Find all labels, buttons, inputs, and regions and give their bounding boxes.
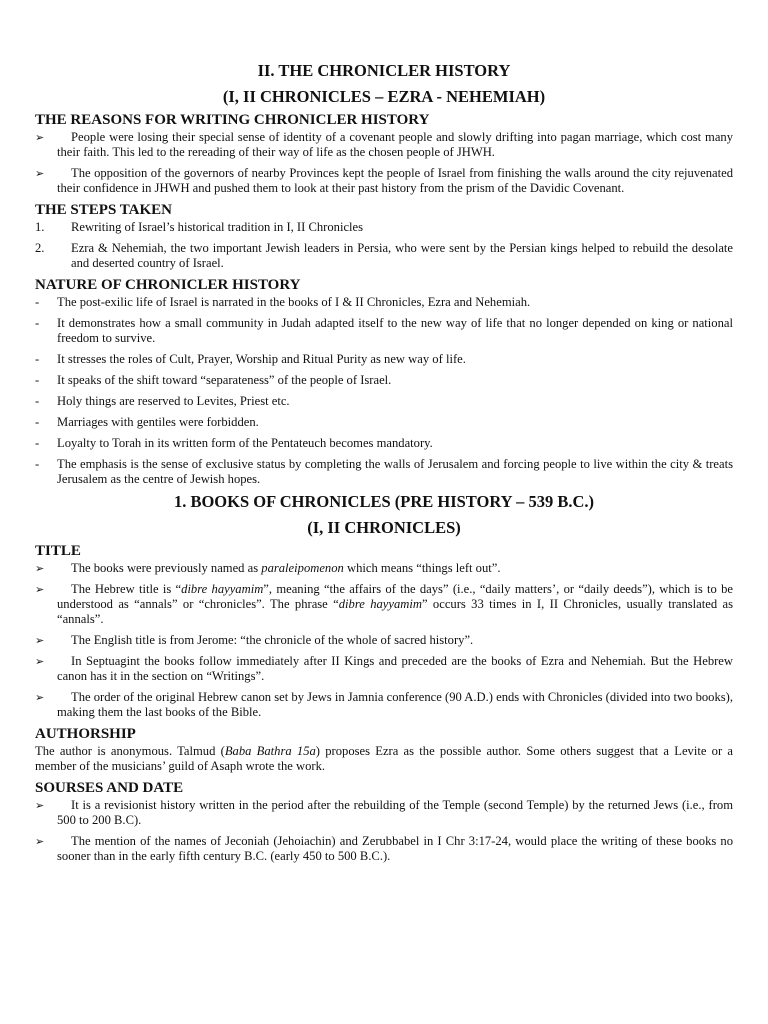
steps-heading: THE STEPS TAKEN xyxy=(35,202,172,218)
list-item-text: It stresses the roles of Cult, Prayer, Worship and Ritual Purity as new way of life. xyxy=(57,352,466,366)
reasons-heading: THE REASONS FOR WRITING CHRONICLER HISTORY xyxy=(35,112,430,128)
list-item xyxy=(35,633,733,648)
dash-bullet: - xyxy=(35,295,40,309)
list-item xyxy=(35,295,733,310)
list-item xyxy=(35,316,733,346)
sources-heading: SOURSES AND DATE xyxy=(35,780,184,796)
dash-bullet: - xyxy=(35,373,40,387)
document-title: II. THE CHRONICLER HISTORY xyxy=(257,61,511,80)
italic-term: dibre hayyamim xyxy=(338,597,422,611)
list-number: 1. xyxy=(35,220,45,234)
list-item xyxy=(35,166,733,196)
list-item-text: The post-exilic life of Israel is narrated in the books of I & II Chronicles, Ezra and Nehemiah. xyxy=(57,295,531,309)
arrow-bullet-icon: ➢ xyxy=(35,835,45,848)
italic-term: paraleipomenon xyxy=(261,561,344,575)
list-item xyxy=(35,582,733,627)
list-item xyxy=(35,373,733,388)
authorship-heading: AUTHORSHIP xyxy=(35,726,136,742)
books-subtitle: (I, II CHRONICLES) xyxy=(307,518,461,537)
list-item xyxy=(35,436,733,451)
text-segment: ” occurs 33 times in I, II Chronicles, usually translated as “annals”. xyxy=(57,597,734,626)
arrow-bullet-icon: ➢ xyxy=(35,562,45,575)
arrow-bullet-icon: ➢ xyxy=(35,634,45,647)
document-page xyxy=(35,58,733,864)
list-item-text: In Septuagint the books follow immediately after II Kings and preceded are the books of Ezra and Nehemiah. But the Hebrew canon has it in the section on “Writings”. xyxy=(57,654,733,683)
dash-bullet: - xyxy=(35,394,40,408)
list-item xyxy=(35,690,733,720)
dash-bullet: - xyxy=(35,457,40,471)
title-heading: TITLE xyxy=(35,543,81,559)
list-item-text: Marriages with gentiles were forbidden. xyxy=(57,415,259,429)
italic-term: dibre hayyamim xyxy=(181,582,264,596)
list-item-text: Rewriting of Israel’s historical tradition in I, II Chronicles xyxy=(71,220,364,234)
list-item xyxy=(35,834,733,864)
list-item-text: The emphasis is the sense of exclusive status by completing the walls of Jerusalem and forcing people to live within the city & treats Jerusalem as the centre of Jewish hopes. xyxy=(57,457,733,486)
text-segment: which means “things left out”. xyxy=(343,561,501,575)
text-segment: The books were previously named as xyxy=(71,561,262,575)
list-item-text: It demonstrates how a small community in Judah adapted itself to the new way of life that no longer depended on king or national freedom to survive. xyxy=(57,316,733,345)
list-item xyxy=(35,561,733,576)
list-number: 2. xyxy=(35,241,45,255)
nature-heading: NATURE OF CHRONICLER HISTORY xyxy=(35,277,301,293)
arrow-bullet-icon: ➢ xyxy=(35,167,45,180)
list-item xyxy=(35,394,733,409)
text-segment: The Hebrew title is “ xyxy=(71,582,182,596)
list-item xyxy=(35,415,733,430)
text-segment: ”, meaning “the affairs of the days” (i.e., “daily matters’, or “daily deeds”), which is to be understood as “annals” or “chronicles”. The phrase “ xyxy=(57,582,733,611)
books-title: 1. BOOKS OF CHRONICLES (PRE HISTORY – 539 B.C.) xyxy=(173,492,595,511)
dash-bullet: - xyxy=(35,316,40,330)
arrow-bullet-icon: ➢ xyxy=(35,799,45,812)
italic-term: Baba Bathra 15a xyxy=(224,744,316,758)
list-item-text: It speaks of the shift toward “separateness” of the people of Israel. xyxy=(57,373,392,387)
dash-bullet: - xyxy=(35,415,40,429)
list-item-text: The order of the original Hebrew canon set by Jews in Jamnia conference (90 A.D.) ends with Chronicles (divided into two books), making them the last books of the Bible. xyxy=(57,690,733,719)
list-item xyxy=(35,130,733,160)
list-item xyxy=(35,241,733,271)
list-item-text: The opposition of the governors of nearby Provinces kept the people of Israel from finishing the walls around the city rejuvenated their confidence in JHWH and pushed them to look at their past history from the prism of the Davidic Covenant. xyxy=(57,166,733,195)
list-item xyxy=(35,220,733,235)
list-item-text: The English title is from Jerome: “the chronicle of the whole of sacred history”. xyxy=(71,633,474,647)
arrow-bullet-icon: ➢ xyxy=(35,583,45,596)
text-segment: The author is anonymous. Talmud ( xyxy=(35,744,225,758)
authorship-paragraph xyxy=(35,744,733,774)
list-item-text: Ezra & Nehemiah, the two important Jewish leaders in Persia, who were sent by the Persian kings helped to rebuild the desolate and deserted country of Israel. xyxy=(71,241,733,270)
list-item-text: It is a revisionist history written in the period after the rebuilding of the Temple (second Temple) by the returned Jews (i.e., from 500 to 200 B.C). xyxy=(57,798,733,827)
list-item xyxy=(35,798,733,828)
list-item xyxy=(35,654,733,684)
document-subtitle: (I, II CHRONICLES – EZRA - NEHEMIAH) xyxy=(222,87,546,106)
text-segment: ) proposes Ezra as the possible author. Some others suggest that a Levite or a member of the musicians’ guild of Asaph wrote the work. xyxy=(35,744,733,773)
dash-bullet: - xyxy=(35,352,40,366)
list-item xyxy=(35,352,733,367)
list-item-text: People were losing their special sense of identity of a covenant people and slowly drifting into pagan marriage, which cost many their faith. This led to the rereading of their way of life as the chosen people of JHWH. xyxy=(57,130,733,159)
arrow-bullet-icon: ➢ xyxy=(35,131,45,144)
dash-bullet: - xyxy=(35,436,40,450)
list-item xyxy=(35,457,733,487)
arrow-bullet-icon: ➢ xyxy=(35,691,45,704)
list-item-text: Loyalty to Torah in its written form of the Pentateuch becomes mandatory. xyxy=(57,436,433,450)
list-item-text: Holy things are reserved to Levites, Priest etc. xyxy=(57,394,290,408)
arrow-bullet-icon: ➢ xyxy=(35,655,45,668)
list-item-text: The mention of the names of Jeconiah (Jehoiachin) and Zerubbabel in I Chr 3:17-24, would place the writing of these books no sooner than in the early fifth century B.C. (early 450 to 500 B.C.). xyxy=(57,834,733,863)
